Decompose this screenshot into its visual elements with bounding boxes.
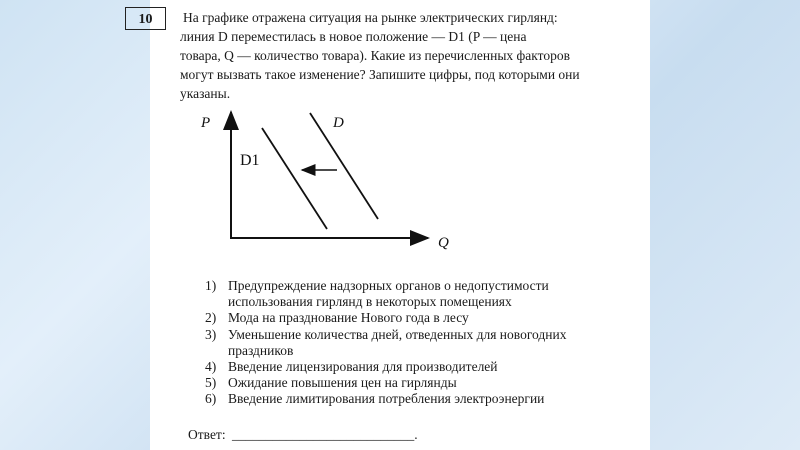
d1-label: D1 — [240, 152, 260, 169]
option-number: 6) — [205, 391, 217, 406]
demand-curve-d — [310, 113, 378, 219]
option-number: 4) — [205, 359, 217, 374]
option-text: Мода на празднование Нового года в лесу — [228, 310, 469, 325]
answer-field[interactable]: ___________________________. — [232, 427, 418, 442]
option-number: 5) — [205, 375, 217, 390]
d-label: D — [333, 115, 344, 131]
question-line: линия D переместилась в новое положение — D1 (P — цена — [180, 29, 527, 44]
demand-curve-d1 — [262, 128, 327, 229]
option-number: 3) — [205, 327, 217, 342]
question-line: На графике отражена ситуация на рынке электрических гирлянд: — [183, 10, 558, 25]
option-text: Введение лицензирования для производителей — [228, 359, 498, 374]
option-number: 1) — [205, 278, 217, 293]
option-text: праздников — [228, 343, 294, 358]
p-axis-label: P — [201, 115, 211, 131]
question-line: указаны. — [180, 86, 231, 101]
option-text: использования гирлянд в некоторых помещениях — [228, 294, 512, 309]
option-text: Введение лимитирования потребления электроэнергии — [228, 391, 545, 406]
task-number: 10 — [125, 7, 166, 30]
question-line: могут вызвать такое изменение? Запишите цифры, под которыми они — [180, 67, 580, 82]
option-number: 2) — [205, 310, 217, 325]
question-line: товара, Q — количество товара). Какие из перечисленных факторов — [180, 48, 570, 63]
option-text: Ожидание повышения цен на гирлянды — [228, 375, 457, 390]
q-axis-label: Q — [438, 235, 449, 251]
option-text: Предупреждение надзорных органов о недопустимости — [228, 278, 549, 293]
answer-label: Ответ: — [188, 427, 226, 442]
option-text: Уменьшение количества дней, отведенных для новогодних — [228, 327, 567, 342]
